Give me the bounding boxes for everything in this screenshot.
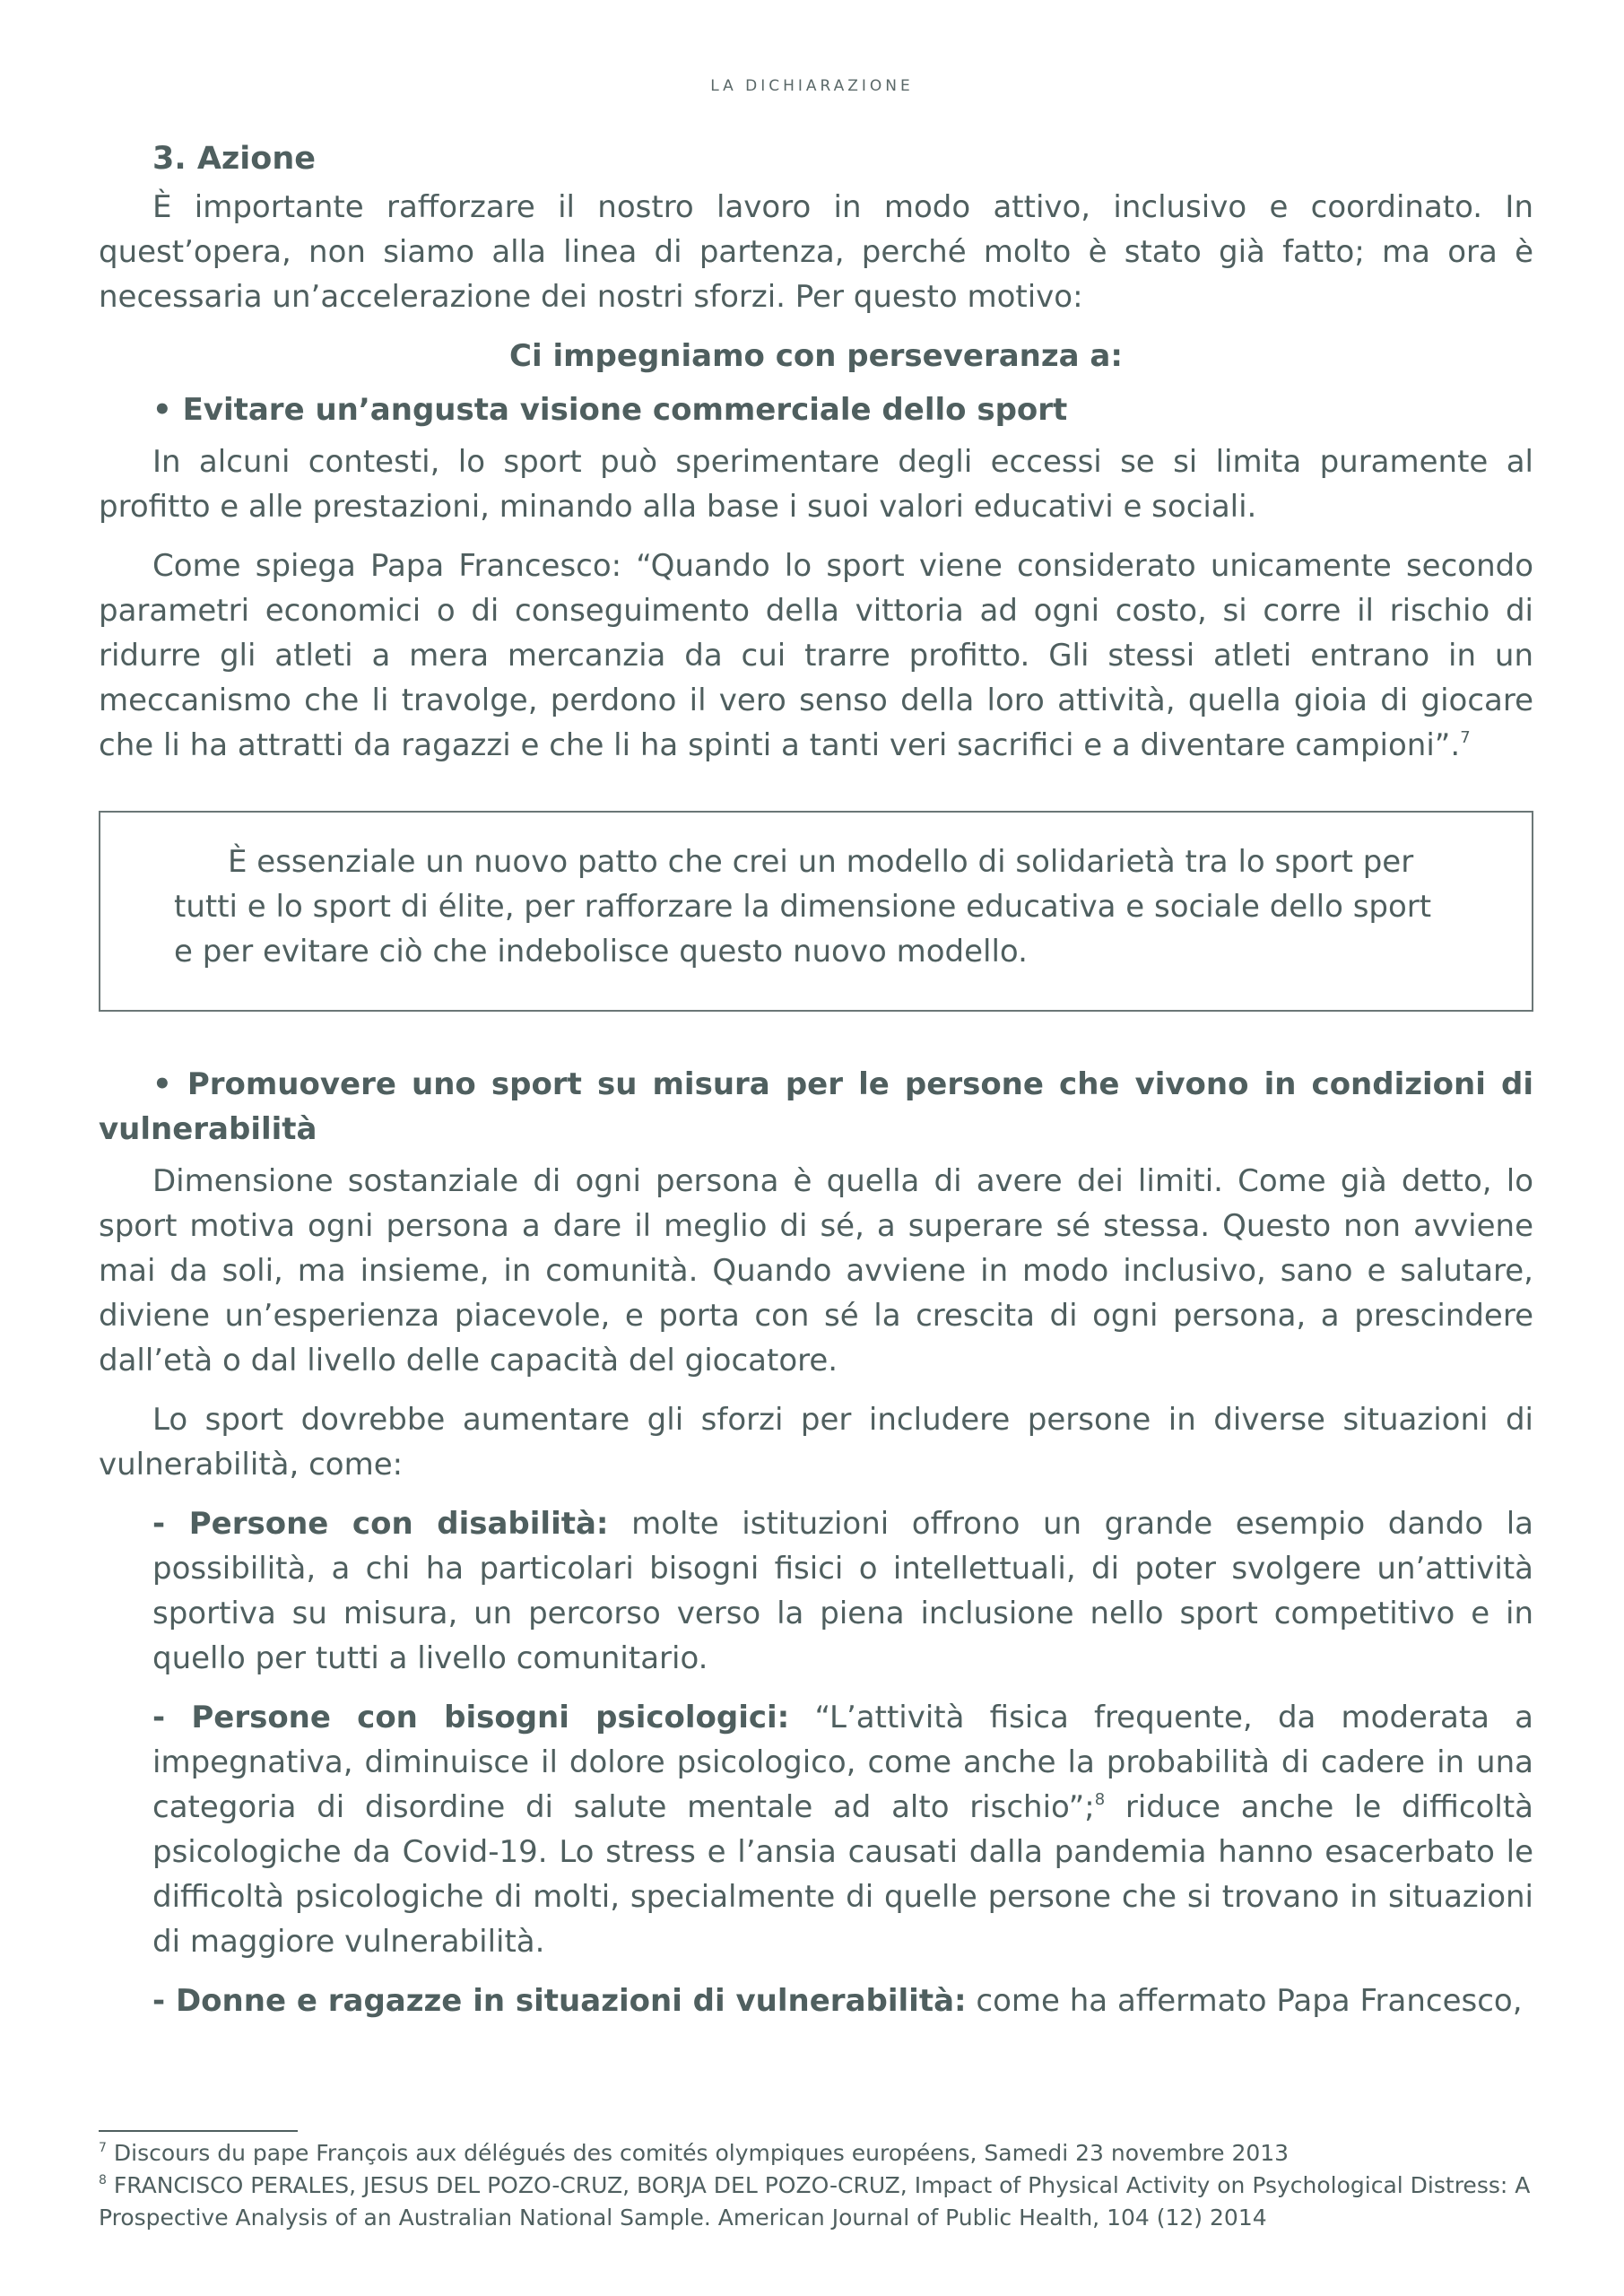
section-title: 3. Azione [152,141,316,177]
footnote-7 [99,2137,1533,2170]
list-item [152,1979,1533,2023]
bullet1-heading: • Evitare un’angusta visione commerciale dello sport [152,392,1068,428]
bullet2-paragraph-2: Lo sport dovrebbe aumentare gli sforzi per includere persone in diverse situazioni di vulnerabilità, come: [99,1402,1533,1483]
list-item-text-continued: riduce anche le difficoltà psicologiche da Covid-19. Lo stress e l’ansia causati dalla pandemia hanno esacerbato le difficoltà psicologiche di molti, specialmente di quelle persone che si trovano in situazioni di maggiore vulnerabilità. [152,1789,1533,1960]
callout-box [99,811,1533,1012]
list-item [152,1501,1533,1681]
bullet2-paragraph-1: Dimensione sostanziale di ogni persona è quella di avere dei limiti. Come già detto, lo sport motiva ogni persona a dare il meglio di sé, a superare sé stessa. Questo non avviene mai da soli, ma insieme, in comunità. Quando avviene in modo inclusivo, sano e salutare, diviene un’esperienza piacevole, e porta con sé la crescita di ogni persona, a prescindere dall’età o dal livello delle capacità del giocatore. [99,1163,1533,1378]
vulnerability-list [152,1501,1533,2023]
running-head: LA DICHIARAZIONE [710,77,914,95]
main-content [99,126,1533,2038]
commitment-heading: Ci impegniamo con perseveranza a: [509,338,1123,374]
list-item-text: “L’attività fisica frequente, da moderata a impegnativa, diminuisce il dolore psicologico, come anche la probabilità di cadere in una categoria di disordine di salute mentale ad alto rischio”; [152,1700,1533,1825]
footnotes [99,2137,1533,2234]
footnote-text: FRANCISCO PERALES, JESUS DEL POZO-CRUZ, BORJA DEL POZO-CRUZ, Impact of Physical Activity on Psychological Distress: A Prospective Analysis of an Australian National Sample. American Journal of Public Health, 104 (12) 2014 [99,2172,1531,2231]
list-item-label: - Persone con disabilità: [152,1506,609,1542]
callout-text: È essenziale un nuovo patto che crei un modello di solidarietà tra lo sport per tutti e lo sport di élite, per rafforzare la dimensione educativa e sociale dello sport e per evitare ciò che indebolisce questo nuovo modello. [174,844,1432,970]
bullet2-heading: • Promuovere uno sport su misura per le persone che vivono in condizioni di vulnerabilità [99,1066,1533,1147]
list-item [152,1695,1533,1964]
list-item-text: molte istituzioni offrono un grande esempio dando la possibilità, a chi ha particolari bisogni fisici o intellettuali, di poter svolgere un’attività sportiva su misura, un percorso verso la piena inclusione nello sport competitivo e in quello per tutti a livello comunitario. [152,1506,1533,1676]
intro-paragraph: È importante rafforzare il nostro lavoro in modo attivo, inclusivo e coordinato. In quest’opera, non siamo alla linea di partenza, perché molto è stato già fatto; ma ora è necessaria un’accelerazione dei nostri sforzi. Per questo motivo: [99,189,1533,315]
list-item-label: - Persone con bisogni psicologici: [152,1700,790,1735]
footnote-number: 8 [99,2173,107,2187]
bullet1-paragraph-1: In alcuni contesti, lo sport può sperimentare degli eccessi se si limita puramente al profitto e alle prestazioni, minando alla base i suoi valori educativi e sociali. [99,444,1533,525]
bullet1-paragraph-2-text: Come spiega Papa Francesco: “Quando lo sport viene considerato unicamente secondo parametri economici o di conseguimento della vittoria ad ogni costo, si corre il rischio di ridurre gli atleti a mera mercanzia da cui trarre profitto. Gli stessi atleti entrano in un meccanismo che li travolge, perdono il vero senso della loro attività, quella gioia di giocare che li ha attratti da ragazzi e che li ha spinti a tanti veri sacrifici e a diventare campioni”. [99,548,1533,763]
footnote-text: Discours du pape François aux délégués des comités olympiques européens, Samedi 23 novembre 2013 [106,2140,1290,2166]
list-item-label: - Donne e ragazze in situazioni di vulnerabilità: [152,1983,967,2019]
footnote-8 [99,2170,1533,2234]
footnote-number: 7 [99,2141,107,2155]
footnote-divider [99,2130,298,2132]
footnote-ref-7[interactable]: 7 [1460,728,1471,747]
list-item-text: come ha affermato Papa Francesco, [966,1983,1523,2019]
footnote-ref-8[interactable]: 8 [1094,1790,1106,1809]
bullet1-paragraph-2 [99,544,1533,768]
